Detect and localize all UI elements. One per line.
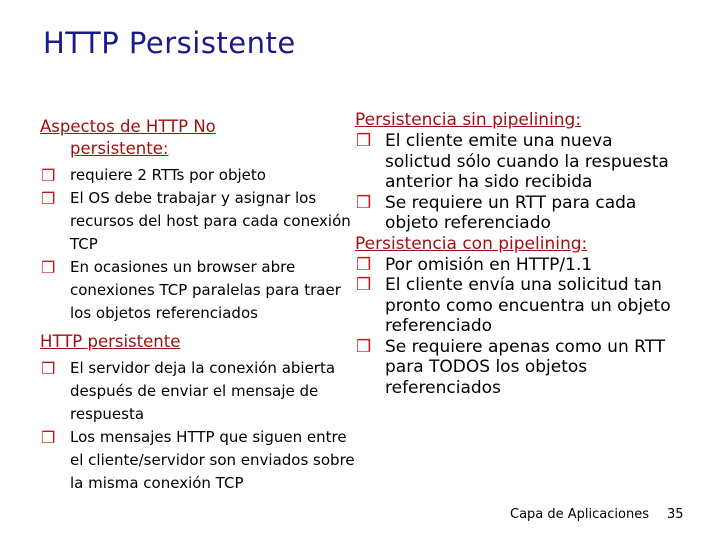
bullet-text: El cliente envía una solicitud tan pronto como encuentra un objeto referenciado: [385, 275, 671, 336]
no-pipelining-heading: Persistencia sin pipelining:: [355, 110, 582, 130]
footer-section-label: Capa de Aplicaciones: [510, 507, 649, 522]
checkbox-bullet-icon: ❒: [41, 189, 56, 208]
bullet-text: El OS debe trabajar y asignar los recursos del host para cada conexión TCP: [70, 189, 351, 253]
checkbox-bullet-icon: ❒: [356, 336, 372, 357]
list-item: [355, 337, 675, 399]
checkbox-bullet-icon: ❒: [41, 428, 56, 447]
right-column: [355, 110, 675, 398]
list-item: [355, 255, 675, 276]
bullet-text: Se requiere apenas como un RTT para TODOS los objetos referenciados: [385, 336, 666, 398]
checkbox-bullet-icon: ❒: [356, 192, 372, 213]
checkbox-bullet-icon: ❒: [356, 131, 372, 151]
page-number: 35: [667, 507, 684, 522]
bullet-text: Por omisión en HTTP/1.1: [385, 254, 593, 275]
slide-title: HTTP Persistente: [43, 26, 296, 60]
list-item: [40, 426, 355, 495]
bullet-text: El servidor deja la conexión abierta después de enviar el mensaje de respuesta: [70, 359, 336, 423]
checkbox-bullet-icon: ❒: [41, 359, 56, 378]
checkbox-bullet-icon: ❒: [356, 275, 372, 295]
left-column: [40, 116, 355, 495]
bullet-text: El cliente emite una nueva solictud sólo cuando la respuesta anterior ha sido recibida: [385, 131, 669, 192]
list-item: [40, 357, 355, 426]
bullet-text: Los mensajes HTTP que siguen entre el cliente/servidor son enviados sobre la misma conexión TCP: [70, 428, 355, 492]
persistent-heading: HTTP persistente: [40, 332, 181, 351]
checkbox-bullet-icon: ❒: [356, 254, 372, 275]
list-item: [40, 256, 355, 325]
list-item: [355, 275, 675, 337]
list-item: [355, 131, 675, 193]
checkbox-bullet-icon: ❒: [41, 166, 56, 185]
nonpersistent-heading-line1: Aspectos de HTTP No: [40, 117, 216, 136]
nonpersistent-heading-line2: persistente:: [70, 139, 169, 158]
checkbox-bullet-icon: ❒: [41, 258, 56, 277]
bullet-text: Se requiere un RTT para cada objeto referenciado: [385, 192, 637, 233]
pipelining-heading: Persistencia con pipelining:: [355, 233, 588, 254]
bullet-text: requiere 2 RTTs por objeto: [70, 166, 266, 184]
list-item: [40, 187, 355, 256]
list-item: [355, 193, 675, 234]
bullet-text: En ocasiones un browser abre conexiones TCP paralelas para traer los objetos referenciados: [70, 258, 341, 322]
list-item: [40, 164, 355, 187]
